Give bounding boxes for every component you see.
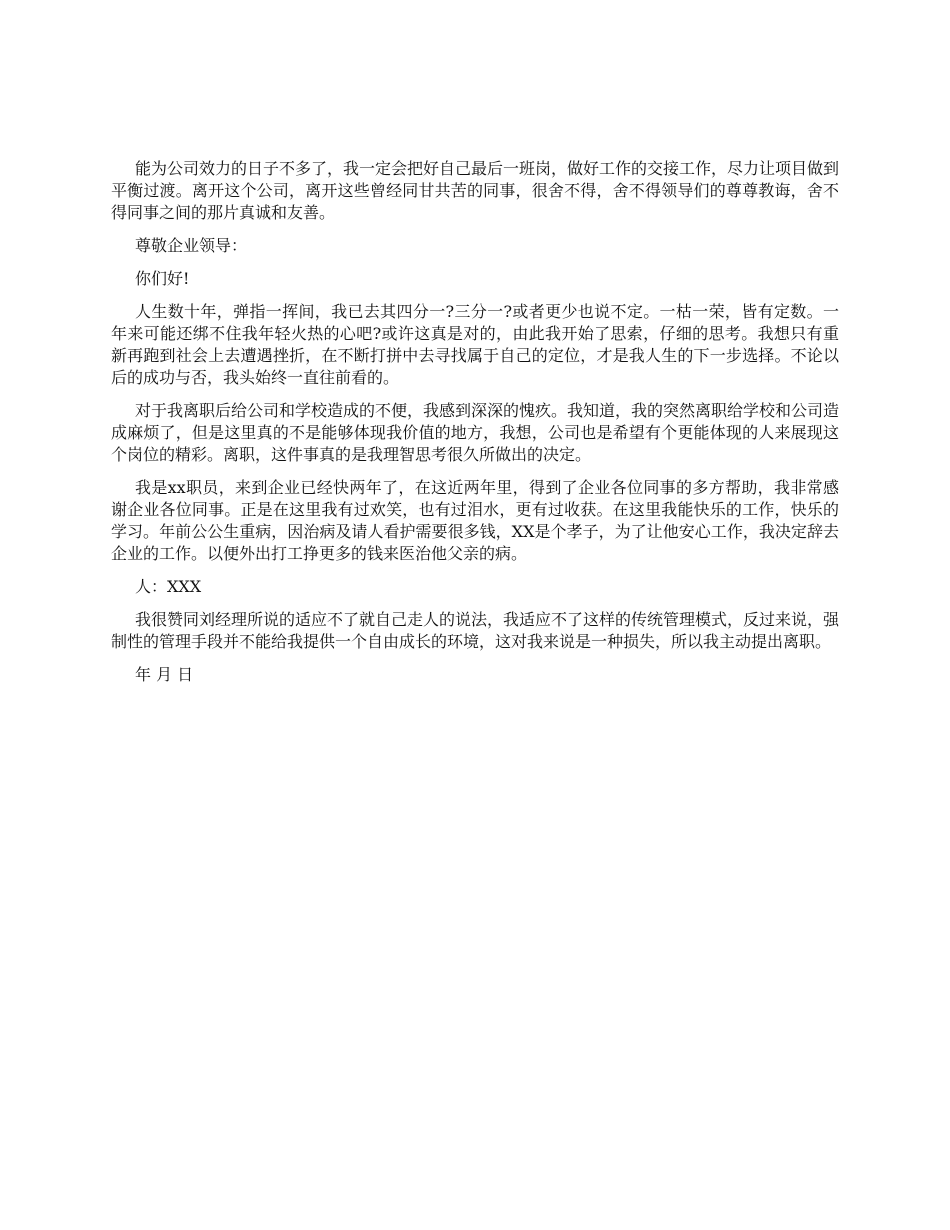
paragraph-life-reflection: 人生数十年，弹指一挥间，我已去其四分一?三分一?或者更少也说不定。一枯一荣，皆有定数。一年来可能还绑不住我年轻火热的心吧?或许这真是对的，由此我开始了思索，仔细的思考。我想只有重新再跑到社会上去遭遇挫折，在不断打拼中去寻找属于自己的定位，才是我人生的下一步选择。不论以后的成功与否，我头始终一直往前看的。 <box>111 302 839 387</box>
date-line: 年 月 日 <box>135 665 194 684</box>
signature-line: 人：XXX <box>135 577 202 596</box>
document-body <box>111 158 839 697</box>
salutation: 尊敬企业领导： <box>135 236 248 255</box>
paragraph-apology: 对于我离职后给公司和学校造成的不便，我感到深深的愧疚。我知道，我的突然离职给学校和公司造成麻烦了，但是这里真的不是能够体现我价值的地方，我想，公司也是希望有个更能体现的人来展现这个岗位的精彩。离职，这件事真的是我理智思考很久所做出的决定。 <box>111 401 840 464</box>
paragraph-farewell: 能为公司效力的日子不多了，我一定会把好自己最后一班岗，做好工作的交接工作，尽力让项目做到平衡过渡。离开这个公司，离开这些曾经同甘共苦的同事，很舍不得，舍不得领导们的尊尊教诲，舍不得同事之间的那片真诚和友善。 <box>111 159 840 222</box>
paragraph-management: 我很赞同刘经理所说的适应不了就自己走人的说法，我适应不了这样的传统管理模式，反过来说，强制性的管理手段并不能给我提供一个自由成长的环境，这对我来说是一种损失，所以我主动提出离职。 <box>111 610 840 651</box>
paragraph-reason: 我是xx职员，来到企业已经快两年了，在这近两年里，得到了企业各位同事的多方帮助，我非常感谢企业各位同事。正是在这里我有过欢笑，也有过泪水，更有过收获。在这里我能快乐的工作，快乐的学习。年前公公生重病，因治病及请人看护需要很多钱，XX是个孝子，为了让他安心工作，我决定辞去企业的工作。以便外出打工挣更多的钱来医治他父亲的病。 <box>111 478 839 563</box>
greeting: 你们好! <box>135 269 190 288</box>
